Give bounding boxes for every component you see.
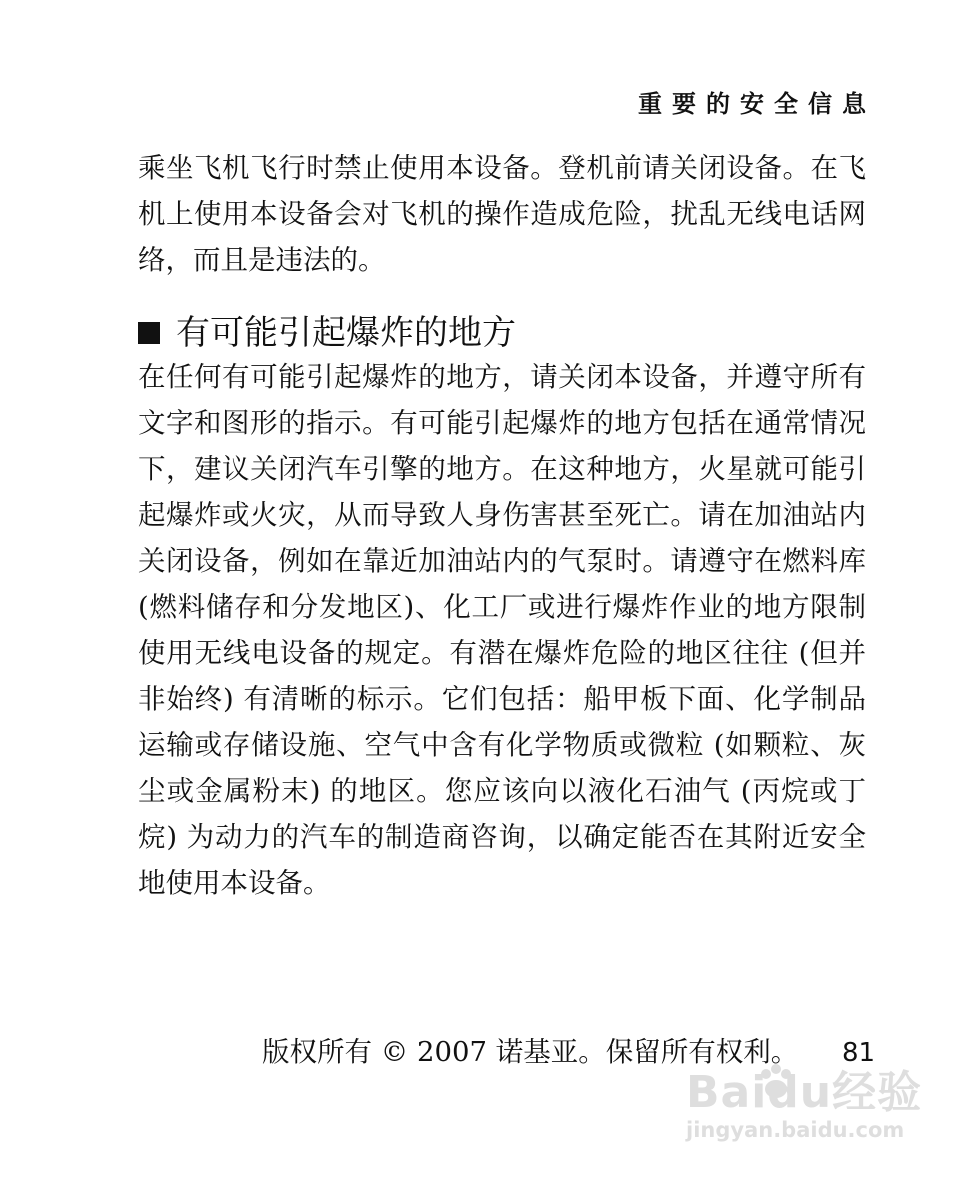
baidu-watermark <box>686 1056 923 1156</box>
page-number: 81 <box>842 1038 876 1068</box>
section-heading-text: 有可能引起爆炸的地方 <box>176 313 516 353</box>
watermark-brand: Baidu经验 <box>686 1067 923 1118</box>
section-heading <box>138 308 516 358</box>
footer-copyright: 版权所有 © 2007 诺基亚。保留所有权利。 <box>262 1036 799 1068</box>
running-header-title: 重要的安全信息 <box>638 90 876 118</box>
square-bullet-icon <box>138 322 160 344</box>
paw-icon <box>756 1062 796 1102</box>
explosive-areas-paragraph: 在任何有可能引起爆炸的地方，请关闭本设备，并遵守所有文字和图形的指示。有可能引起爆炸的地方包括在通常情况下，建议关闭汽车引擎的地方。在这种地方，火星就可能引起爆炸或火灾，从而导致人身伤害甚至死亡。请在加油站内关闭设备，例如在靠近加油站内的气泵时。请遵守在燃料库(燃料储存和分发地区)、化工厂或进行爆炸作业的地方限制使用无线电设备的规定。有潜在爆炸危险的地区往往 (但并非始终) 有清晰的标示。它们包括：船甲板下面、化学制品运输或存储设施、空气中含有化学物质或微粒 (如颗粒、灰尘或金属粉末) 的地区。您应该向以液化石油气 (丙烷或丁烷) 为动力的汽车的制造商咨询，以确定能否在其附近安全地使用本设备。 <box>138 361 866 899</box>
watermark-url: jingyan.baidu.com <box>686 1118 905 1142</box>
aircraft-paragraph: 乘坐飞机飞行时禁止使用本设备。登机前请关闭设备。在飞机上使用本设备会对飞机的操作造成危险，扰乱无线电话网络，而且是违法的。 <box>138 152 866 276</box>
